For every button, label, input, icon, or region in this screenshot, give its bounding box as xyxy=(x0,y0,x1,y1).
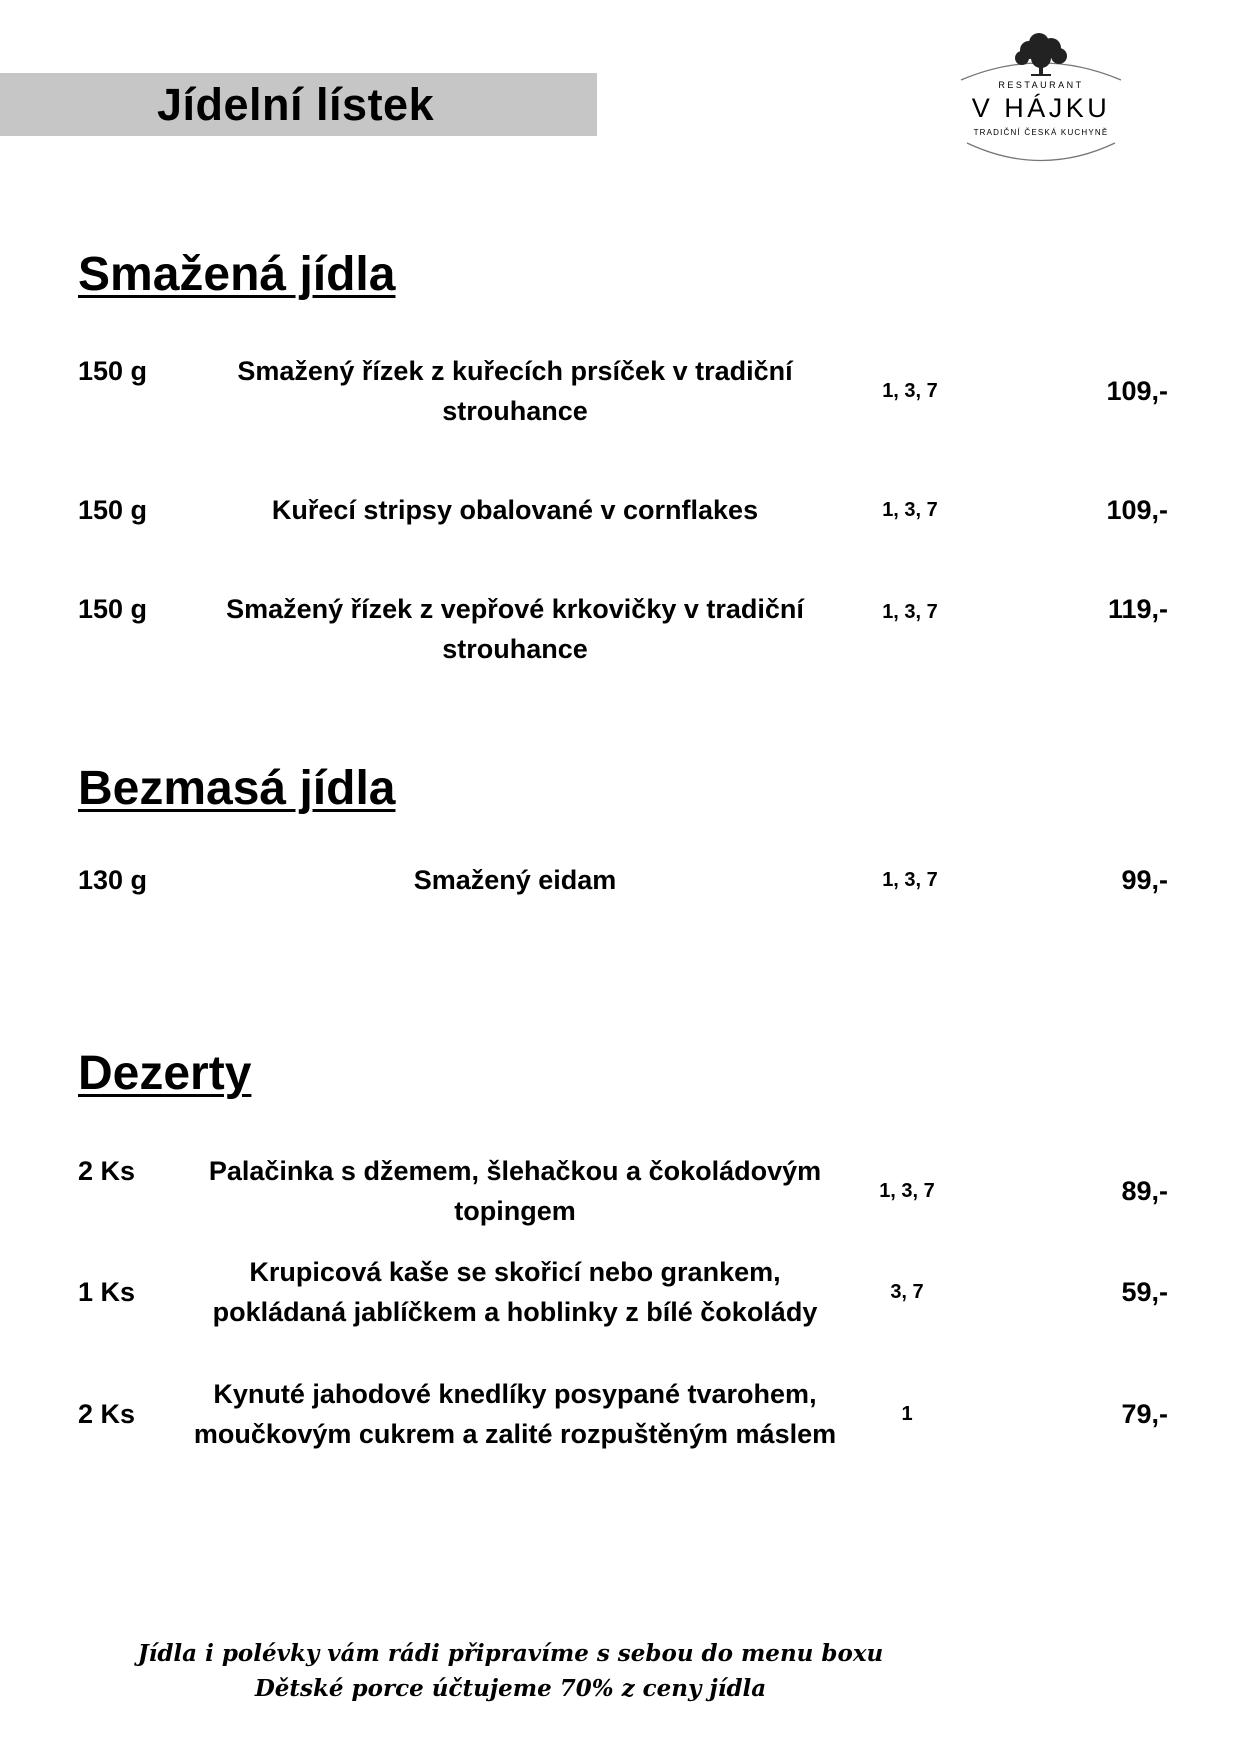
section-title-fried: Smažená jídla xyxy=(78,248,396,301)
item-price: 89,- xyxy=(1121,1176,1168,1206)
item-quantity: 150 g xyxy=(78,594,148,624)
item-name: Krupicová kaše se skořicí nebo grankem, pokládaná jablíčkem a hoblinky z bílé čokolády xyxy=(212,1257,818,1327)
item-allergens: 1, 3, 7 xyxy=(879,1180,935,1202)
takeaway-note: Jídla i polévky vám rádi připravíme s sebou do menu boxu xyxy=(137,1640,884,1667)
item-allergens: 1, 3, 7 xyxy=(882,601,938,623)
item-name: Smažený řízek z vepřové krkovičky v tradiční strouhance xyxy=(226,594,804,664)
item-price: 99,- xyxy=(1121,865,1168,895)
item-quantity: 150 g xyxy=(78,495,148,525)
section-title-desserts: Dezerty xyxy=(78,1047,252,1100)
item-quantity: 2 Ks xyxy=(78,1156,136,1186)
logo-tagline: TRADIČNÍ ČESKÁ KUCHYNĚ xyxy=(973,128,1109,137)
item-allergens: 1, 3, 7 xyxy=(882,380,938,402)
item-allergens: 1, 3, 7 xyxy=(882,499,938,521)
item-quantity: 130 g xyxy=(78,865,148,895)
item-price: 79,- xyxy=(1121,1399,1168,1429)
item-price: 109,- xyxy=(1106,376,1168,406)
item-quantity: 150 g xyxy=(78,356,148,386)
item-name: Kynuté jahodové knedlíky posypané tvarohem, moučkovým cukrem a zalité rozpuštěným máslem xyxy=(193,1379,837,1449)
item-price: 119,- xyxy=(1107,594,1168,624)
logo-name: V HÁJKU xyxy=(971,93,1111,123)
item-allergens: 1 xyxy=(901,1403,913,1425)
item-price: 109,- xyxy=(1106,495,1168,525)
item-allergens: 3, 7 xyxy=(890,1281,924,1303)
item-name: Smažený řízek z kuřecích prsíček v tradiční strouhance xyxy=(237,356,793,426)
item-quantity: 1 Ks xyxy=(78,1277,136,1307)
restaurant-logo xyxy=(955,28,1127,168)
item-quantity: 2 Ks xyxy=(78,1399,136,1429)
logo-subtitle-top: RESTAURANT xyxy=(998,80,1084,90)
children-portion-note: Dětské porce účtujeme 70% z ceny jídla xyxy=(254,1675,767,1702)
section-title-meatless: Bezmasá jídla xyxy=(78,762,396,815)
page-title: Jídelní lístek xyxy=(157,79,435,130)
item-name: Palačinka s džemem, šlehačkou a čokoládovým topingem xyxy=(208,1156,822,1226)
item-allergens: 1, 3, 7 xyxy=(882,869,938,891)
item-name: Smažený eidam xyxy=(413,865,617,895)
item-name: Kuřecí stripsy obalované v cornflakes xyxy=(271,495,759,525)
item-price: 59,- xyxy=(1121,1277,1168,1307)
